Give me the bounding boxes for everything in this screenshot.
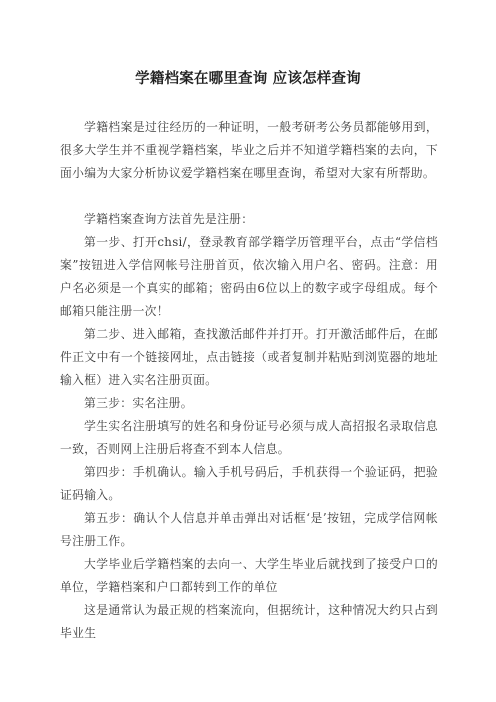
document-title: 学籍档案在哪里查询 应该怎样查询 bbox=[135, 71, 361, 87]
paragraph-step-one: 第一步、打开chsi/，登录教育部学籍学历管理平台，点击“学信档案”按钮进入学信网帐号注册首页，依次输入用户名、密码。注意：用户名必须是一个真实的邮箱；密码由6位以上的数字或字母组成。每个邮箱只能注册一次！ bbox=[60, 235, 438, 318]
paragraph-step-four: 第四步：手机确认。输入手机号码后，手机获得一个验证码，把验证码输入。 bbox=[60, 465, 438, 502]
paragraph-intro: 学籍档案是过往经历的一种证明，一般考研考公务员都能够用到，很多大学生并不重视学籍档案，毕业之后并不知道学籍档案的去向，下面小编为大家分析协议爱学籍档案在哪里查询，希望对大家有所帮助。 bbox=[60, 120, 438, 180]
paragraph-after-graduation: 大学毕业后学籍档案的去向一、大学生毕业后就找到了接受户口的单位，学籍档案和户口都转到工作的单位 bbox=[60, 557, 438, 594]
paragraph-step-three: 第三步：实名注册。 bbox=[84, 396, 193, 410]
paragraph-step-two: 第二步、进入邮箱，查找激活邮件并打开。打开激活邮件后，在邮件正文中有一个链接网址，点击链接（或者复制并粘贴到浏览器的地址输入框）进入实名注册页面。 bbox=[60, 327, 438, 387]
paragraph-step-three-detail: 学生实名注册填写的姓名和身份证号必须与成人高招报名录取信息一致，否则网上注册后将查不到本人信息。 bbox=[60, 419, 438, 456]
paragraph-method-heading: 学籍档案查询方法首先是注册： bbox=[84, 212, 254, 226]
paragraph-step-five: 第五步：确认个人信息并单击弹出对话框‘是’按钮，完成学信网帐号注册工作。 bbox=[60, 511, 438, 548]
paragraph-normal-flow: 这是通常认为最正规的档案流向，但据统计，这种情况大约只占到毕业生 bbox=[60, 603, 438, 640]
